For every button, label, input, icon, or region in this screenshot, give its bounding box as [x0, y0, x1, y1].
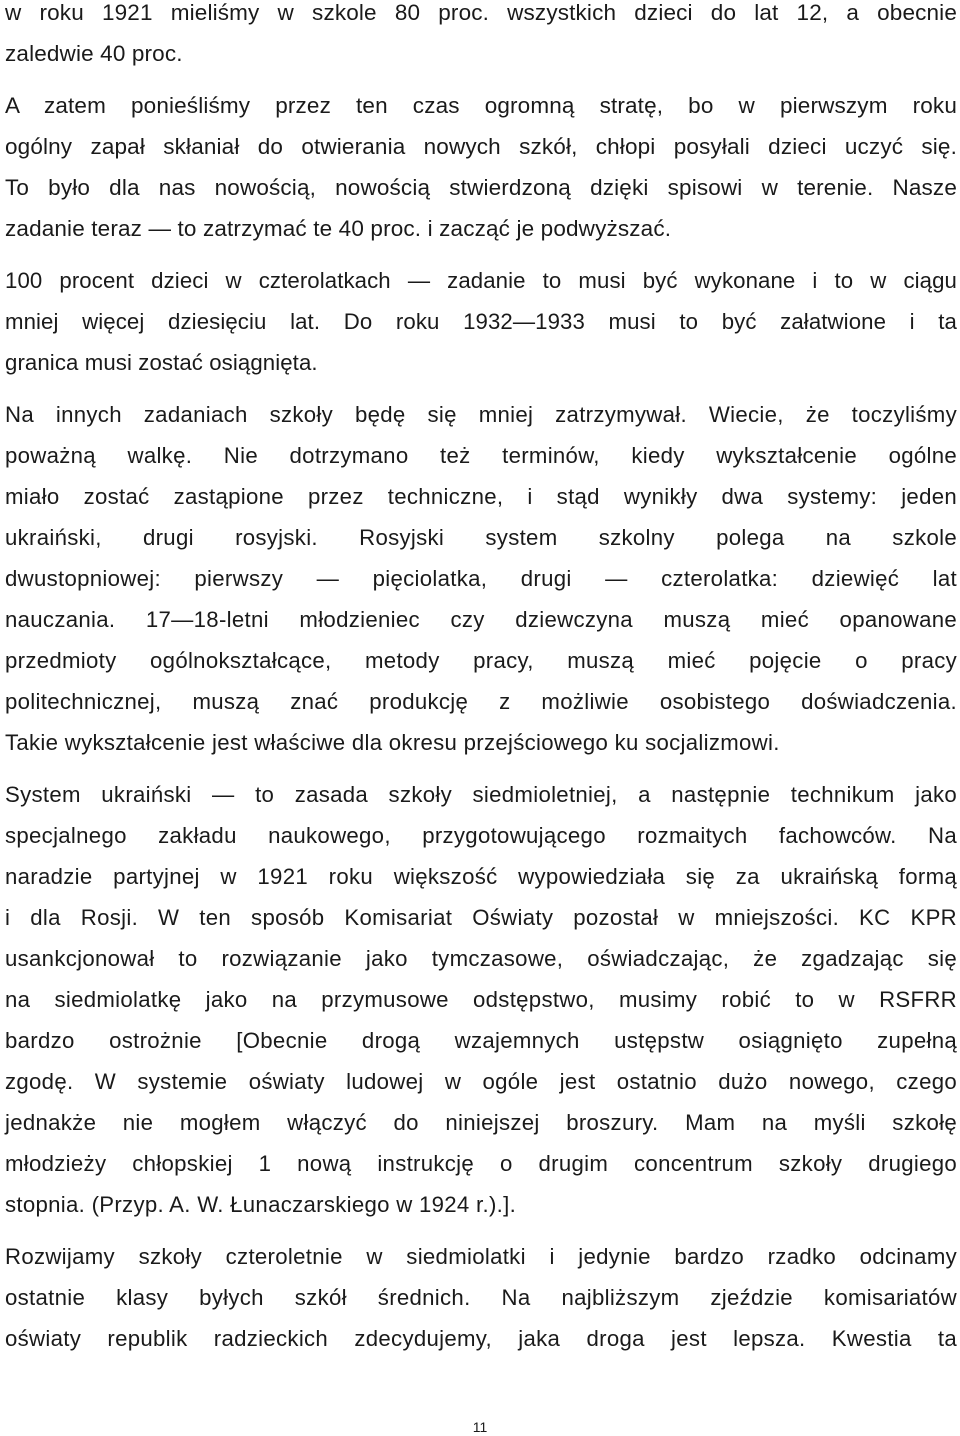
text-line: granica musi zostać osiągnięta.	[5, 350, 318, 375]
text-line: młodzieży chłopskiej 1 nową instrukcję o drugim concentrum szkoły drugiego	[5, 1151, 957, 1176]
text-line: usankcjonował to rozwiązanie jako tymczasowe, oświadczając, że zgadzając się	[5, 946, 957, 971]
text-line: A zatem ponieśliśmy przez ten czas ogromną stratę, bo w pierwszym roku	[5, 93, 957, 118]
text-line: politechnicznej, muszą znać produkcję z możliwie osobistego doświadczenia.	[5, 689, 957, 714]
text-line: System ukraiński — to zasada szkoły siedmioletniej, a następnie technikum jako	[5, 782, 957, 807]
text-line: Takie wykształcenie jest właściwe dla okresu przejściowego ku socjalizmowi.	[5, 730, 780, 755]
text-line: nauczania. 17—18-letni młodzieniec czy dziewczyna muszą mieć opanowane	[5, 607, 957, 632]
text-line: specjalnego zakładu naukowego, przygotowującego rozmaitych fachowców. Na	[5, 823, 957, 848]
text-line: ukraiński, drugi rosyjski. Rosyjski system szkolny polega na szkole	[5, 525, 957, 550]
text-line: Na innych zadaniach szkoły będę się mniej zatrzymywał. Wiecie, że toczyliśmy	[5, 402, 957, 427]
page-number: 11	[472, 1419, 488, 1435]
text-line: zgodę. W systemie oświaty ludowej w ogóle jest ostatnio dużo nowego, czego	[5, 1069, 957, 1094]
text-line: ogólny zapał skłaniał do otwierania nowych szkół, chłopi posyłali dzieci uczyć się.	[5, 134, 957, 159]
text-line: w roku 1921 mieliśmy w szkole 80 proc. wszystkich dzieci do lat 12, a obecnie	[5, 0, 957, 25]
text-line: poważną walkę. Nie dotrzymano też terminów, kiedy wykształcenie ogólne	[5, 443, 957, 468]
text-line: miało zostać zastąpione przez techniczne, i stąd wynikły dwa systemy: jeden	[5, 484, 957, 509]
text-line: oświaty republik radzieckich zdecydujemy, jaka droga jest lepsza. Kwestia ta	[5, 1326, 957, 1351]
text-line: zadanie teraz — to zatrzymać te 40 proc. i zacząć je podwyższać.	[5, 216, 672, 241]
text-line: przedmioty ogólnokształcące, metody pracy, muszą mieć pojęcie o pracy	[5, 648, 957, 673]
text-line: naradzie partyjnej w 1921 roku większość wypowiedziała się za ukraińską formą	[5, 864, 957, 889]
text-line: 100 procent dzieci w czterolatkach — zadanie to musi być wykonane i to w ciągu	[5, 268, 957, 293]
text-line: zaledwie 40 proc.	[5, 41, 183, 66]
text-line: mniej więcej dziesięciu lat. Do roku 1932—1933 musi to być załatwione i ta	[5, 309, 957, 334]
text-line: dwustopniowej: pierwszy — pięciolatka, drugi — czterolatka: dziewięć lat	[5, 566, 957, 591]
text-line: ostatnie klasy byłych szkół średnich. Na najbliższym zjeździe komisariatów	[5, 1285, 957, 1310]
text-line: Rozwijamy szkoły czteroletnie w siedmiolatki i jedynie bardzo rzadko odcinamy	[5, 1244, 957, 1269]
text-line: stopnia. (Przyp. A. W. Łunaczarskiego w 1924 r.).].	[5, 1192, 517, 1217]
text-line: na siedmiolatkę jako na przymusowe odstępstwo, musimy robić to w RSFRR	[5, 987, 957, 1012]
text-line: jednakże nie mogłem włączyć do niniejszej broszury. Mam na myśli szkołę	[5, 1110, 957, 1135]
text-line: bardzo ostrożnie [Obecnie drogą wzajemnych ustępstw osiągnięto zupełną	[5, 1028, 957, 1053]
text-line: i dla Rosji. W ten sposób Komisariat Oświaty pozostał w mniejszości. KC KPR	[5, 905, 957, 930]
text-line: To było dla nas nowością, nowością stwierdzoną dzięki spisowi w terenie. Nasze	[5, 175, 957, 200]
